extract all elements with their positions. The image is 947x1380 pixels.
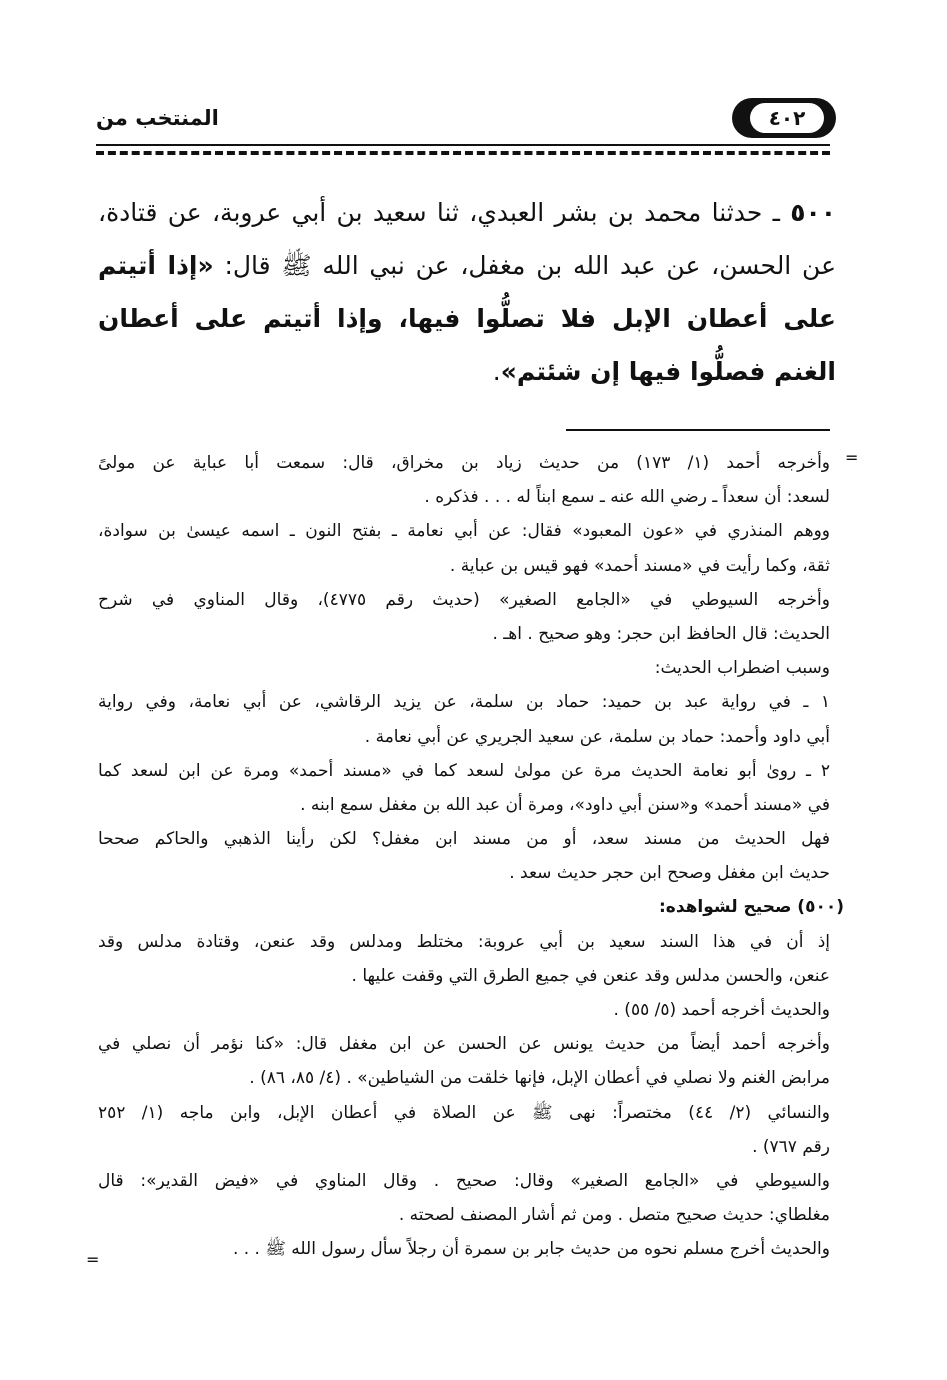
- footnote-line: ٢ ـ رویٰ أبو نعامة الحديث مرة عن مولىٰ لسعد كما في «مسند أحمد» ومرة عن ابن لسعد كما: [98, 760, 830, 781]
- page-number-badge: [732, 98, 836, 138]
- footnote-line: حديث ابن مغفل وصحح ابن حجر حديث سعد .: [509, 863, 830, 884]
- hadith-text: [98, 186, 836, 398]
- page-header: [96, 96, 836, 142]
- footnote-line: مغلطاي: حديث صحيح متصل . ومن ثم أشار المصنف لصحته .: [398, 1205, 830, 1226]
- footnote-line: لسعد: أن سعداً ـ رضي الله عنه ـ سمع ابناً له . . . فذكره .: [424, 487, 830, 508]
- footnote-line: والحديث أخرجه أحمد (٥/ ٥٥) .: [613, 1000, 830, 1020]
- header-rule: [96, 144, 830, 146]
- hadith-isnad: ـ حدثنا محمد بن بشر العبدي، ثنا سعيد بن أبي عروبة، عن قتادة، عن الحسن، عن عبد الله بن مغفل، عن نبي الله ﷺ قال:: [98, 198, 836, 280]
- footnote-line: أبي داود وأحمد: حماد بن سلمة، عن سعيد الجريري عن أبي نعامة .: [364, 726, 830, 747]
- footnote-line: رقم ٧٦٧) .: [752, 1136, 830, 1157]
- continuation-mark-bottom: =: [86, 1250, 100, 1269]
- footnote-line: ١ ـ في رواية عبد بن حميد: حماد بن سلمة، عن يزيد الرقاشي، عن أبي نعامة، وفي رواية: [98, 692, 830, 713]
- footnote-line: ثقة، وكما رأيت في «مسند أحمد» فهو قيس بن عباية .: [449, 555, 830, 576]
- footnote-line: في «مسند أحمد» و«سنن أبي داود»، ومرة أن عبد الله بن مغفل سمع ابنه .: [300, 794, 830, 815]
- footnotes: [98, 446, 844, 1267]
- footnote-line: والسيوطي في «الجامع الصغير» وقال: صحيح . وقال المناوي في «فيض القدير»: قال: [98, 1170, 830, 1191]
- footnote-line: (٥٠٠) صحيح لشواهده:: [658, 897, 844, 918]
- footnote-line: فهل الحديث من مسند سعد، أو من مسند ابن مغفل؟ لكن رأينا الذهبي والحاكم صححا: [98, 829, 830, 850]
- footnote-line: الحديث: قال الحافظ ابن حجر: وهو صحيح . اهـ .: [492, 623, 830, 644]
- footnote-line: والحديث أخرج مسلم نحوه من حديث جابر بن سمرة أن رجلاً سأل رسول الله ﷺ . . .: [232, 1239, 830, 1260]
- hadith-matn: «إذا أتيتم على أعطان الإبل فلا تصلُّوا فيها، وإذا أتيتم على أعطان الغنم فصلُّوا فيها إن شئتم»: [98, 251, 836, 386]
- book-title: المنتخب من: [96, 106, 219, 130]
- continuation-mark-top: =: [845, 448, 859, 467]
- footnote-line: إذ أن في هذا السند سعيد بن أبي عروبة: مختلط ومدلس وقد عنعن، وقتادة مدلس وقد: [98, 931, 830, 952]
- hadith-ending: .: [492, 357, 501, 386]
- footnote-line: وأخرجه أحمد أيضاً من حديث يونس عن الحسن عن ابن مغفل قال: «كنا نؤمر أن نصلي في: [98, 1034, 830, 1055]
- footnote-line: مرابض الغنم ولا نصلي في أعطان الإبل، فإنها خلقت من الشياطين» . (٤/ ٨٥، ٨٦) .: [249, 1068, 830, 1089]
- footnote-line: ووهم المنذري في «عون المعبود» فقال: عن أبي نعامة ـ بفتح النون ـ اسمه عيسىٰ بن سوادة،: [98, 521, 830, 542]
- page-number: ٤٠٢: [750, 103, 824, 133]
- footnote-line: وأخرجه أحمد (١/ ١٧٣) من حديث زياد بن مخراق، قال: سمعت أبا عباية عن مولىً: [98, 453, 830, 473]
- footnote-line: عنعن، والحسن مدلس وقد عنعن في جميع الطرق التي وقفت عليها .: [351, 965, 830, 986]
- footnote-line: وسبب اضطراب الحديث:: [654, 658, 830, 679]
- footnote-line: وأخرجه السيوطي في «الجامع الصغير» (حديث رقم ٤٧٧٥)، وقال المناوي في شرح: [98, 589, 830, 610]
- hadith-number: ٥٠٠: [790, 198, 836, 227]
- header-dashed-rule: [96, 151, 830, 155]
- footnote-separator: [566, 429, 830, 431]
- footnote-line: والنسائي (٢/ ٤٤) مختصراً: نهى ﷺ عن الصلاة في أعطان الإبل، وابن ماجه (١/ ٢٥٢: [98, 1102, 830, 1123]
